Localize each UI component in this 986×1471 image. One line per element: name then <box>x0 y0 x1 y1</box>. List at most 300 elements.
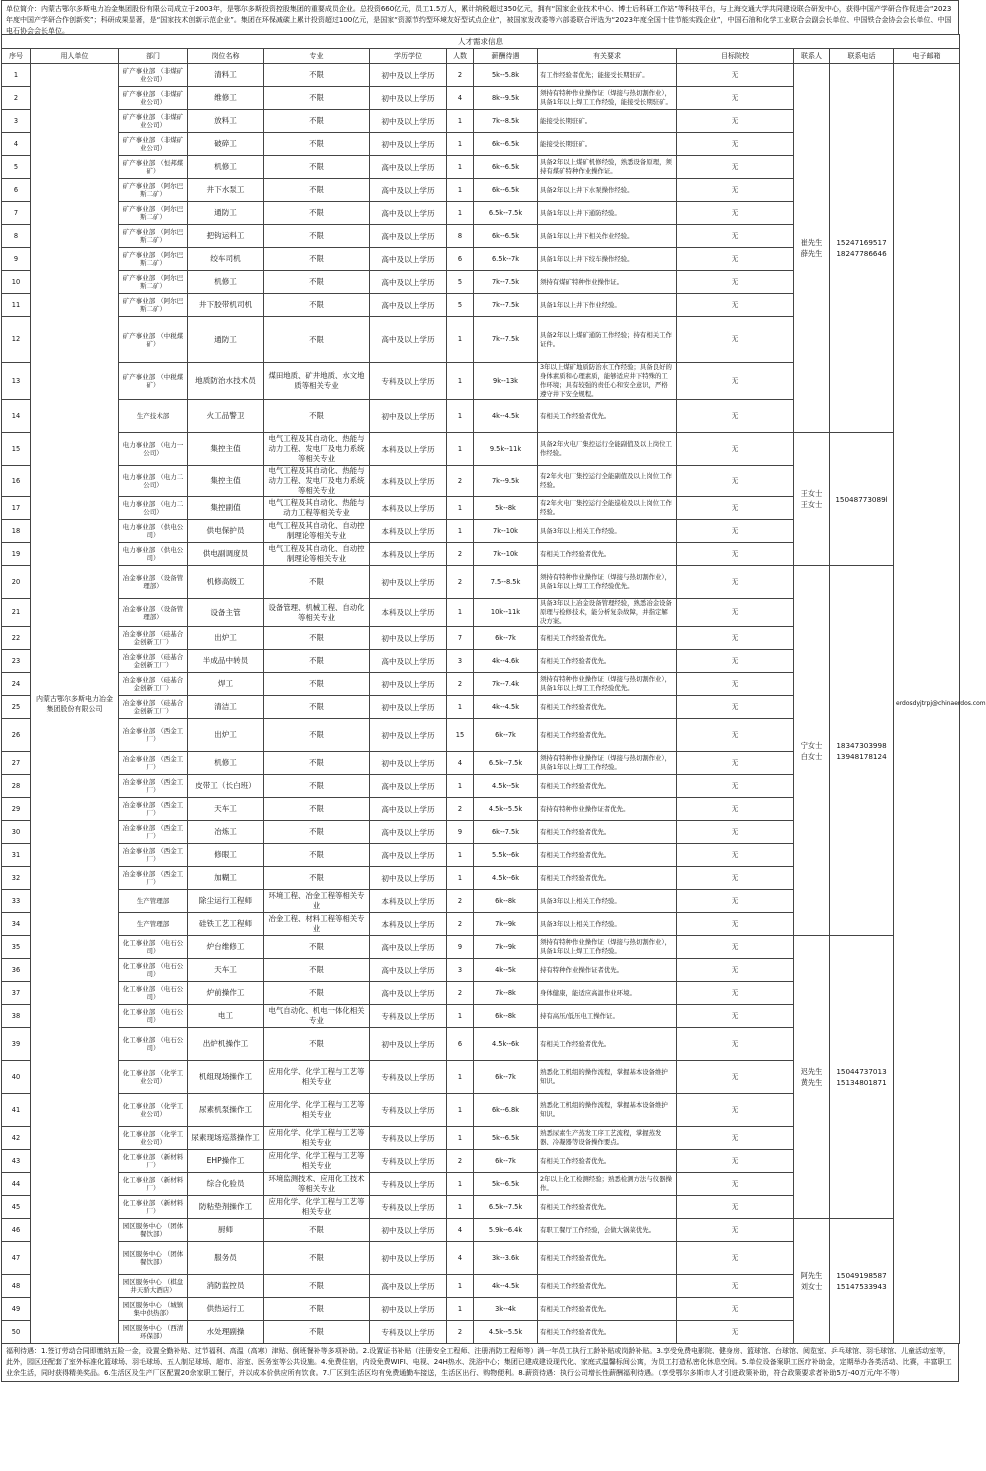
row-count: 1 <box>447 1005 474 1028</box>
row-target-schools: 无 <box>677 844 794 867</box>
row-dept: 冶金事业部 （西金工厂） <box>119 752 188 775</box>
row-count: 1 <box>447 1298 474 1321</box>
row-count: 2 <box>447 913 474 936</box>
row-requirements: 有相关工作经验者优先。 <box>538 1275 677 1298</box>
row-dept: 电力事业部 （电力二公司） <box>119 497 188 520</box>
row-requirements: 具备1年以上井下相关作业经验。 <box>538 225 677 248</box>
row-major: 煤田地质、矿井地质、水文地质等相关专业 <box>264 363 370 400</box>
row-major: 应用化学、化学工程与工艺等相关专业 <box>264 1127 370 1150</box>
row-major: 不限 <box>264 202 370 225</box>
row-education: 专科及以上学历 <box>370 1005 447 1028</box>
row-salary: 6k--6.5k <box>474 179 538 202</box>
row-education: 初中及以上学历 <box>370 400 447 433</box>
row-requirements: 能接受长期驻矿。 <box>538 133 677 156</box>
row-major: 不限 <box>264 1275 370 1298</box>
row-major: 冶金工程、材料工程等相关专业 <box>264 913 370 936</box>
row-no: 8 <box>2 225 31 248</box>
row-major: 电气工程及其自动化、自动控制理论等相关专业 <box>264 543 370 566</box>
row-requirements: 有相关工作经验者优先。 <box>538 543 677 566</box>
row-salary: 3k--3.6k <box>474 1242 538 1275</box>
row-no: 3 <box>2 110 31 133</box>
row-count: 8 <box>447 225 474 248</box>
section-title: 人才需求信息 <box>2 35 960 49</box>
row-position: 半成品中转员 <box>188 650 264 673</box>
row-no: 11 <box>2 294 31 317</box>
row-salary: 6k--6.5k <box>474 133 538 156</box>
row-position: 天车工 <box>188 959 264 982</box>
row-target-schools: 无 <box>677 400 794 433</box>
header-position: 岗位名称 <box>188 49 264 64</box>
row-count: 1 <box>447 110 474 133</box>
recruitment-page <box>1 0 986 1382</box>
row-salary: 3k--4k <box>474 1298 538 1321</box>
row-salary: 8k--9.5k <box>474 87 538 110</box>
row-education: 高中及以上学历 <box>370 821 447 844</box>
header-edu: 学历学位 <box>370 49 447 64</box>
row-count: 2 <box>447 64 474 87</box>
row-requirements: 2年以上化工检测经验；熟悉检测方法与仪器操作。 <box>538 1173 677 1196</box>
row-salary: 6k--7.5k <box>474 821 538 844</box>
row-major: 不限 <box>264 1028 370 1061</box>
row-salary: 5k--6.5k <box>474 1127 538 1150</box>
row-major: 应用化学、化学工程与工艺等相关专业 <box>264 1094 370 1127</box>
row-dept: 化工事业部 （电石公司） <box>119 959 188 982</box>
row-count: 2 <box>447 1150 474 1173</box>
row-position: 绞车司机 <box>188 248 264 271</box>
row-target-schools: 无 <box>677 87 794 110</box>
row-requirements: 有相关工作经验者优先。 <box>538 844 677 867</box>
row-position: 供电保护员 <box>188 520 264 543</box>
row-requirements: 能接受长期驻矿。 <box>538 110 677 133</box>
row-education: 初中及以上学历 <box>370 627 447 650</box>
row-position: 厨师 <box>188 1219 264 1242</box>
row-target-schools: 无 <box>677 156 794 179</box>
row-position: 加糊工 <box>188 867 264 890</box>
row-education: 高中及以上学历 <box>370 844 447 867</box>
row-requirements: 具备1年以上井下作业经验。 <box>538 294 677 317</box>
row-count: 3 <box>447 650 474 673</box>
row-no: 44 <box>2 1173 31 1196</box>
row-target-schools: 无 <box>677 821 794 844</box>
row-no: 9 <box>2 248 31 271</box>
row-position: 机修高级工 <box>188 566 264 599</box>
row-requirements: 有2年火电厂集控运行全能巡检及以上岗位工作经验。 <box>538 497 677 520</box>
row-position: 尿素机泵操作工 <box>188 1094 264 1127</box>
row-requirements: 具备3年以上冶金设备管理经验，熟悉冶金设备原理与检修技术，能分析复杂故障，并指定解决方案。 <box>538 599 677 627</box>
row-dept: 冶金事业部 （设备管理部） <box>119 599 188 627</box>
row-major: 不限 <box>264 1242 370 1275</box>
row-education: 高中及以上学历 <box>370 271 447 294</box>
row-no: 5 <box>2 156 31 179</box>
intro-text: 内蒙古鄂尔多斯电力冶金集团股份有限公司成立于2003年，是鄂尔多斯投资控股集团的重要成员企业。总投资660亿元，员工1.5万人，累计纳税超过350亿元，拥有“国家企业技术中心、博士后科研工作站”等科技平台，与上海交通大学共同建设联合研发中心，获得中国产学研合作促进会“2023年度中国产学研合作创新奖”；科研成果显著，是“国家技术创新示范企业”。集团在环保减碳上累计投资超过100亿元，是国家“资源节约型环境友好型试点企业”，被国家发改委等六部委联合评选为“2023年度全国十佳节能实践企业”，中国石油和化学工业联合会副会长单位、中国铁合金协会会长单位、中国电石协会会长单位。 <box>6 5 952 35</box>
row-requirements: 具备3年以上相关工作经验。 <box>538 520 677 543</box>
row-dept: 园区服务中心 （棋盘井天骄大酒店） <box>119 1275 188 1298</box>
row-no: 40 <box>2 1061 31 1094</box>
row-dept: 化工事业部 （新材料厂） <box>119 1173 188 1196</box>
row-requirements: 具备3年以上相关工作经验。 <box>538 890 677 913</box>
row-major: 不限 <box>264 719 370 752</box>
row-major: 不限 <box>264 1219 370 1242</box>
row-dept: 电力事业部 （电力二公司） <box>119 466 188 497</box>
row-major: 电气自动化、机电一体化相关专业 <box>264 1005 370 1028</box>
row-no: 15 <box>2 433 31 466</box>
row-target-schools: 无 <box>677 1005 794 1028</box>
row-education: 高中及以上学历 <box>370 798 447 821</box>
row-position: 火工品警卫 <box>188 400 264 433</box>
row-count: 4 <box>447 1219 474 1242</box>
row-major: 不限 <box>264 179 370 202</box>
row-dept: 冶金事业部 （硅基合金创新工厂） <box>119 650 188 673</box>
row-target-schools: 无 <box>677 867 794 890</box>
row-requirements: 有相关工作经验者优先。 <box>538 867 677 890</box>
row-position: 出炉工 <box>188 719 264 752</box>
row-dept: 矿产事业部 （阿尔巴斯二矿） <box>119 179 188 202</box>
row-count: 2 <box>447 466 474 497</box>
row-target-schools: 无 <box>677 1061 794 1094</box>
row-major: 不限 <box>264 775 370 798</box>
row-position: 通防工 <box>188 317 264 363</box>
row-dept: 电力事业部 （电力一公司） <box>119 433 188 466</box>
row-salary: 6k--8k <box>474 1005 538 1028</box>
row-requirements: 熟悉尿素生产蒸发工序工艺流程，掌握蒸发器、冷凝器等设备操作要点。 <box>538 1127 677 1150</box>
row-dept: 矿产事业部 （阿尔巴斯二矿） <box>119 294 188 317</box>
row-dept: 化工事业部 （新材料厂） <box>119 1150 188 1173</box>
row-education: 初中及以上学历 <box>370 1298 447 1321</box>
row-dept: 冶金事业部 （西金工厂） <box>119 844 188 867</box>
row-no: 26 <box>2 719 31 752</box>
row-count: 6 <box>447 248 474 271</box>
row-education: 初中及以上学历 <box>370 867 447 890</box>
row-no: 38 <box>2 1005 31 1028</box>
row-salary: 6k--7k <box>474 627 538 650</box>
row-salary: 5.5k--6k <box>474 844 538 867</box>
row-dept: 电力事业部 （供电公司） <box>119 520 188 543</box>
row-salary: 9.5k--11k <box>474 433 538 466</box>
row-education: 高中及以上学历 <box>370 1275 447 1298</box>
row-position: 机修工 <box>188 271 264 294</box>
row-education: 本科及以上学历 <box>370 433 447 466</box>
header-count: 人数 <box>447 49 474 64</box>
row-count: 1 <box>447 520 474 543</box>
welfare-label: 福利待遇： <box>6 1347 41 1355</box>
row-target-schools: 无 <box>677 225 794 248</box>
header-major: 专业 <box>264 49 370 64</box>
row-count: 1 <box>447 1275 474 1298</box>
contact-email[interactable]: erdosdyjtrpj@chinaerdos.com <box>894 64 960 1344</box>
row-major: 不限 <box>264 844 370 867</box>
row-count: 2 <box>447 982 474 1005</box>
row-no: 34 <box>2 913 31 936</box>
welfare-text: 1.签订劳动合同即缴纳五险一金，设置全勤补贴、过节福利、高温（高寒）津贴、倒班餐补等多项补助。2.设置证书补贴（注册安全工程师、注册消防工程师等）满一年员工执行工龄补贴或岗龄补贴。3.享受免费电影院、健身房、篮球馆、台球馆、阅览室、乒乓球馆、羽毛球馆、儿童活动室等，此外，园区还配套了室外标准化篮球场、羽毛球场、五人制足球场、超市、浴室、医务室等公共设施。4.免费住宿，内设免费WIFI、电视、24H热水、洗浴中心；集团已建成建设现代化、家庭式温馨标间公寓，为员工打造私密化休息空间。5.单位设备案职工医疗补助金，定期举办各类活动、比赛，丰富职工业余生活，同时获得精美奖品。6.生活区及生产厂区配置20余家职工餐厅，并以成本价供应所有饮食。7.厂区到生活区均有免费通勤车接送，生活区出行、购物便利。8.薪资待遇：执行公司增长性薪酬福利待遇。（享受鄂尔多斯市人才引进政策补助，符合政策要求者补助5万-40万元/年不等） <box>6 1347 952 1377</box>
row-count: 1 <box>447 775 474 798</box>
row-position: 集控主值 <box>188 433 264 466</box>
row-salary: 7k--7.5k <box>474 271 538 294</box>
row-position: 防粘垫剂操作工 <box>188 1196 264 1219</box>
row-education: 专科及以上学历 <box>370 1173 447 1196</box>
row-target-schools: 无 <box>677 1321 794 1344</box>
row-dept: 冶金事业部 （硅基合金创新工厂） <box>119 673 188 696</box>
talent-demand-table <box>1 34 986 1344</box>
row-requirements: 有相关工作经验者优先。 <box>538 1028 677 1061</box>
row-count: 2 <box>447 890 474 913</box>
row-major: 不限 <box>264 87 370 110</box>
row-count: 5 <box>447 294 474 317</box>
row-education: 本科及以上学历 <box>370 543 447 566</box>
row-target-schools: 无 <box>677 627 794 650</box>
row-major: 应用化学、化学工程与工艺等相关专业 <box>264 1150 370 1173</box>
row-education: 初中及以上学历 <box>370 64 447 87</box>
row-position: 放料工 <box>188 110 264 133</box>
row-major: 不限 <box>264 133 370 156</box>
row-count: 4 <box>447 752 474 775</box>
row-position: 皮带工（长白班） <box>188 775 264 798</box>
row-no: 28 <box>2 775 31 798</box>
row-education: 专科及以上学历 <box>370 1321 447 1344</box>
row-position: 硅铁工艺工程师 <box>188 913 264 936</box>
row-target-schools: 无 <box>677 466 794 497</box>
row-position: 除尘运行工程师 <box>188 890 264 913</box>
row-major: 不限 <box>264 400 370 433</box>
row-count: 1 <box>447 179 474 202</box>
row-target-schools: 无 <box>677 363 794 400</box>
row-requirements: 须持有特种作业操作证（焊接与热切割作业），具备1年以上焊工工作经验。 <box>538 752 677 775</box>
row-major: 电气工程及其自动化、热能与动力工程等相关专业 <box>264 497 370 520</box>
row-dept: 矿产事业部 （阿尔巴斯二矿） <box>119 248 188 271</box>
row-salary: 7k--8k <box>474 982 538 1005</box>
row-position: 井下水泵工 <box>188 179 264 202</box>
row-count: 1 <box>447 844 474 867</box>
row-count: 7 <box>447 627 474 650</box>
row-dept: 化工事业部 （化学工业公司） <box>119 1127 188 1150</box>
contact-phone: 18347303998 13948178124 <box>830 566 894 936</box>
row-salary: 7k--9k <box>474 913 538 936</box>
row-major: 不限 <box>264 566 370 599</box>
row-education: 初中及以上学历 <box>370 133 447 156</box>
row-education: 高中及以上学历 <box>370 179 447 202</box>
row-dept: 矿产事业部 （阿尔巴斯二矿） <box>119 225 188 248</box>
row-count: 3 <box>447 959 474 982</box>
row-salary: 7k--10k <box>474 543 538 566</box>
row-salary: 4.5k--5.5k <box>474 1321 538 1344</box>
row-no: 4 <box>2 133 31 156</box>
row-target-schools: 无 <box>677 752 794 775</box>
row-education: 初中及以上学历 <box>370 696 447 719</box>
row-count: 1 <box>447 1173 474 1196</box>
row-position: 清洁工 <box>188 696 264 719</box>
row-requirements: 有相关工作经验者优先。 <box>538 775 677 798</box>
row-target-schools: 无 <box>677 1196 794 1219</box>
contact-phone: 15049198587 15147533943 <box>830 1219 894 1344</box>
row-no: 1 <box>2 64 31 87</box>
row-salary: 4.5k--5.5k <box>474 798 538 821</box>
row-dept: 冶金事业部 （设备管理部） <box>119 566 188 599</box>
table-row <box>2 936 960 959</box>
welfare-section <box>1 1344 959 1382</box>
row-requirements: 有相关工作经验者优先。 <box>538 627 677 650</box>
row-education: 初中及以上学历 <box>370 1028 447 1061</box>
row-target-schools: 无 <box>677 202 794 225</box>
row-salary: 6k--7k <box>474 1061 538 1094</box>
row-salary: 5k--5.8k <box>474 64 538 87</box>
row-no: 47 <box>2 1242 31 1275</box>
row-target-schools: 无 <box>677 110 794 133</box>
row-no: 35 <box>2 936 31 959</box>
row-education: 高中及以上学历 <box>370 982 447 1005</box>
row-no: 10 <box>2 271 31 294</box>
row-count: 9 <box>447 936 474 959</box>
row-position: 焊工 <box>188 673 264 696</box>
row-no: 21 <box>2 599 31 627</box>
row-education: 初中及以上学历 <box>370 719 447 752</box>
row-requirements: 持有高压/低压电工操作证。 <box>538 1005 677 1028</box>
row-target-schools: 无 <box>677 1094 794 1127</box>
row-target-schools: 无 <box>677 913 794 936</box>
row-education: 本科及以上学历 <box>370 599 447 627</box>
row-education: 初中及以上学历 <box>370 1219 447 1242</box>
row-position: 通防工 <box>188 202 264 225</box>
row-requirements: 有相关工作经验者优先。 <box>538 650 677 673</box>
row-salary: 7k--7.5k <box>474 317 538 363</box>
row-requirements: 须持有特种作业操作证（焊接与热切割作业），具备1年以上焊工工作经验，能接受长期驻矿。 <box>538 87 677 110</box>
row-dept: 电力事业部 （供电公司） <box>119 543 188 566</box>
row-education: 专科及以上学历 <box>370 1196 447 1219</box>
row-target-schools: 无 <box>677 248 794 271</box>
row-requirements: 3年以上煤矿地质防治水工作经验；具备良好的身体素质和心理素质，能够适应井下特殊的工作环境；具有较强的责任心和安全意识，严格遵守井下安全规程。 <box>538 363 677 400</box>
row-requirements: 有相关工作经验者优先。 <box>538 1321 677 1344</box>
row-target-schools: 无 <box>677 497 794 520</box>
row-count: 1 <box>447 599 474 627</box>
row-position: 集控主值 <box>188 466 264 497</box>
row-position: 出炉工 <box>188 627 264 650</box>
row-count: 4 <box>447 87 474 110</box>
row-target-schools: 无 <box>677 1127 794 1150</box>
row-target-schools: 无 <box>677 1173 794 1196</box>
row-count: 1 <box>447 1094 474 1127</box>
row-no: 46 <box>2 1219 31 1242</box>
row-major: 不限 <box>264 248 370 271</box>
row-salary: 6.5k--7.5k <box>474 1196 538 1219</box>
row-requirements: 有相关工作经验者优先。 <box>538 719 677 752</box>
employer-name: 内蒙古鄂尔多斯电力冶金集团股份有限公司 <box>31 64 119 1344</box>
row-major: 环境监测技术、应用化工技术等相关专业 <box>264 1173 370 1196</box>
row-no: 18 <box>2 520 31 543</box>
header-target-schools: 目标院校 <box>677 49 794 64</box>
contact-person: 王女士 王女士 <box>794 433 830 566</box>
row-target-schools: 无 <box>677 1150 794 1173</box>
intro-label: 单位简介： <box>6 5 41 13</box>
row-major: 不限 <box>264 982 370 1005</box>
header-requirements: 有关要求 <box>538 49 677 64</box>
row-salary: 4k--4.6k <box>474 650 538 673</box>
row-position: 机修工 <box>188 156 264 179</box>
header-phone: 联系电话 <box>830 49 894 64</box>
contact-person: 崔先生 薛先生 <box>794 64 830 433</box>
row-requirements: 持有特种作业操作证者优先。 <box>538 959 677 982</box>
contact-phone: 15044737013 15134801871 <box>830 936 894 1219</box>
row-dept: 化工事业部 （电石公司） <box>119 982 188 1005</box>
row-requirements: 有相关工作经验者优先。 <box>538 821 677 844</box>
table-row <box>2 1219 960 1242</box>
header-salary: 薪酬待遇 <box>474 49 538 64</box>
row-major: 设备管理、机械工程、自动化等相关专业 <box>264 599 370 627</box>
row-target-schools: 无 <box>677 696 794 719</box>
row-no: 14 <box>2 400 31 433</box>
row-count: 1 <box>447 202 474 225</box>
row-position: 供电副调度员 <box>188 543 264 566</box>
row-salary: 10k--11k <box>474 599 538 627</box>
row-count: 2 <box>447 566 474 599</box>
row-position: 设备主管 <box>188 599 264 627</box>
row-position: 破碎工 <box>188 133 264 156</box>
row-requirements: 有工作经验者优先；能接受长期驻矿。 <box>538 64 677 87</box>
row-major: 不限 <box>264 1321 370 1344</box>
row-education: 高中及以上学历 <box>370 650 447 673</box>
row-major: 不限 <box>264 294 370 317</box>
row-education: 初中及以上学历 <box>370 87 447 110</box>
row-dept: 化工事业部 （新材料厂） <box>119 1196 188 1219</box>
row-education: 高中及以上学历 <box>370 248 447 271</box>
row-education: 高中及以上学历 <box>370 156 447 179</box>
row-education: 初中及以上学历 <box>370 1242 447 1275</box>
row-position: 尿素现场巡蒸操作工 <box>188 1127 264 1150</box>
row-target-schools: 无 <box>677 179 794 202</box>
row-count: 6 <box>447 1028 474 1061</box>
row-major: 不限 <box>264 225 370 248</box>
row-education: 初中及以上学历 <box>370 566 447 599</box>
row-requirements: 有相关工作经验者优先。 <box>538 696 677 719</box>
row-no: 24 <box>2 673 31 696</box>
row-salary: 7k--7.4k <box>474 673 538 696</box>
row-education: 初中及以上学历 <box>370 752 447 775</box>
row-requirements: 有相关工作经验者优先。 <box>538 1196 677 1219</box>
row-count: 2 <box>447 543 474 566</box>
row-dept: 冶金事业部 （西金工厂） <box>119 719 188 752</box>
row-target-schools: 无 <box>677 566 794 599</box>
row-target-schools: 无 <box>677 294 794 317</box>
row-salary: 6k--6.8k <box>474 1094 538 1127</box>
row-requirements: 有职工餐厅工作经验，会做大锅菜优先。 <box>538 1219 677 1242</box>
row-requirements: 具备1年以上井下绞车操作经验。 <box>538 248 677 271</box>
row-target-schools: 无 <box>677 1242 794 1275</box>
row-major: 不限 <box>264 627 370 650</box>
row-position: 地质防治水技术员 <box>188 363 264 400</box>
row-no: 20 <box>2 566 31 599</box>
row-target-schools: 无 <box>677 1219 794 1242</box>
row-requirements: 有相关工作经验者优先。 <box>538 400 677 433</box>
row-no: 12 <box>2 317 31 363</box>
row-target-schools: 无 <box>677 798 794 821</box>
row-no: 36 <box>2 959 31 982</box>
row-target-schools: 无 <box>677 1028 794 1061</box>
row-requirements: 有2年火电厂集控运行全能副值及以上岗位工作经验。 <box>538 466 677 497</box>
row-requirements: 须持有特种作业操作证（焊接与热切割作业），具备1年以上焊工工作经验优先。 <box>538 566 677 599</box>
row-count: 1 <box>447 497 474 520</box>
row-count: 1 <box>447 433 474 466</box>
row-salary: 5.9k--6.4k <box>474 1219 538 1242</box>
row-no: 7 <box>2 202 31 225</box>
row-requirements: 具备2年以上煤矿通防工作经验；持有相关工作证件。 <box>538 317 677 363</box>
row-education: 高中及以上学历 <box>370 936 447 959</box>
row-major: 不限 <box>264 867 370 890</box>
row-position: 炉前操作工 <box>188 982 264 1005</box>
row-education: 专科及以上学历 <box>370 1150 447 1173</box>
row-major: 应用化学、化学工程与工艺等相关专业 <box>264 1061 370 1094</box>
header-dept: 部门 <box>119 49 188 64</box>
row-salary: 7k--9.5k <box>474 466 538 497</box>
row-position: 供热运行工 <box>188 1298 264 1321</box>
row-salary: 4.5k--6k <box>474 1028 538 1061</box>
row-dept: 园区服务中心 （团体餐饮部） <box>119 1242 188 1275</box>
